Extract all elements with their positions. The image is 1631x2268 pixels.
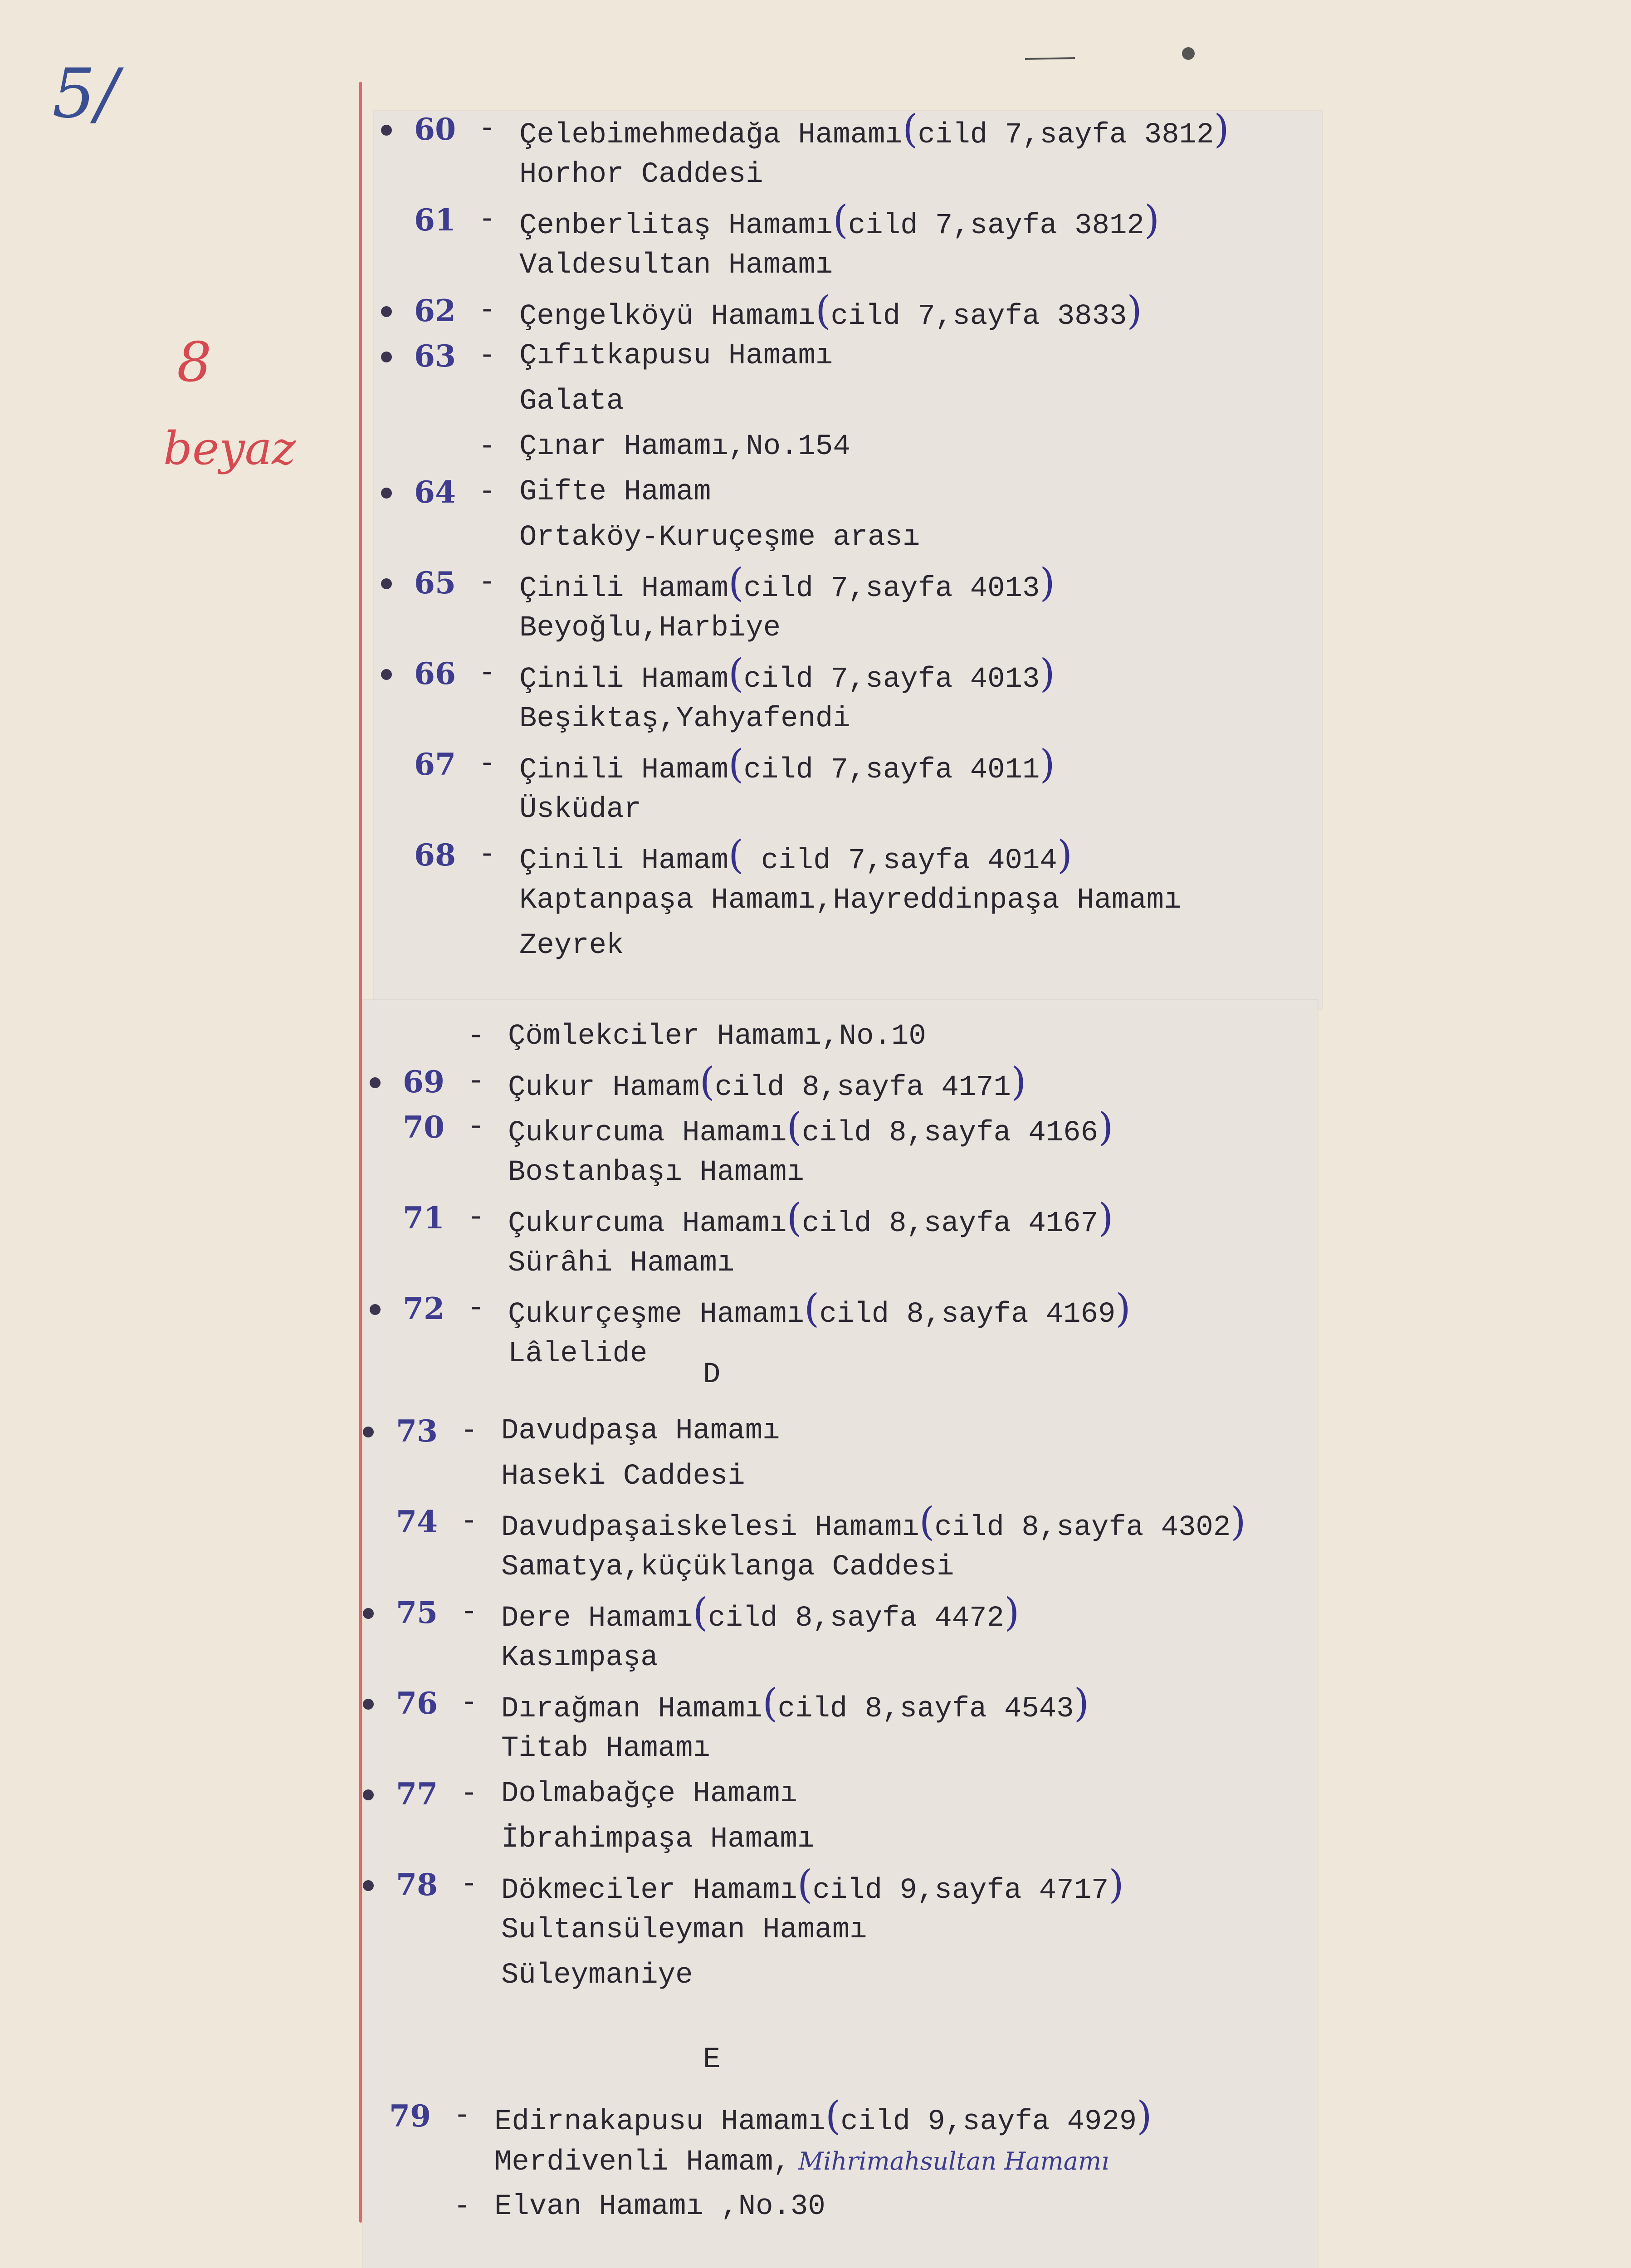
entry-title xyxy=(508,1014,926,1059)
entry-name: Çukurçeşme Hamamı xyxy=(508,1298,804,1331)
entry-alias xyxy=(501,1907,867,1953)
entry-alias xyxy=(519,152,763,197)
entry-subline xyxy=(0,1150,1315,1195)
close-paren: ) xyxy=(1098,1105,1113,1150)
entry-subline xyxy=(0,696,1315,742)
open-paren: ( xyxy=(804,1286,820,1331)
entry-line xyxy=(0,333,1315,379)
close-paren: ) xyxy=(1214,107,1229,152)
entry-dash: - xyxy=(460,1778,478,1810)
entry-name: Edirnakapusu Hamamı xyxy=(494,2106,825,2138)
open-paren: ( xyxy=(919,1499,935,1545)
entry-dash: - xyxy=(460,1505,478,1538)
entry-name: Davudpaşaiskelesi Hamamı xyxy=(501,1511,919,1544)
volume-page-reference: cild 7,sayfa 3812 xyxy=(918,119,1214,152)
entry-line xyxy=(0,1590,1315,1635)
volume-page-reference: cild 7,sayfa 4013 xyxy=(743,572,1040,605)
entry-line xyxy=(0,1195,1315,1241)
entry-name: Çukur Hamam xyxy=(508,1071,700,1104)
entry-title xyxy=(501,1771,797,1817)
entry-dash: - xyxy=(460,1687,478,1720)
entry-line xyxy=(0,107,1315,152)
entry-line xyxy=(0,1499,1315,1545)
entry-name: Gifte Hamam xyxy=(519,476,711,508)
alias-text: Samatya,küçüklanga Caddesi xyxy=(501,1551,954,1584)
entry-name: Çukurcuma Hamamı xyxy=(508,1207,787,1240)
entry-alias xyxy=(519,878,1181,923)
close-paren: ) xyxy=(1040,651,1055,696)
entry-title xyxy=(501,1590,1020,1641)
entry-alias xyxy=(501,1454,745,1499)
close-paren: ) xyxy=(1040,560,1055,606)
entry-title xyxy=(501,1408,780,1454)
close-paren: ) xyxy=(1108,1862,1124,1907)
alias-text: Kaptanpaşa Hamamı,Hayreddinpaşa Hamamı xyxy=(519,884,1182,917)
entry-line xyxy=(0,560,1315,606)
bullet-dot xyxy=(381,352,392,362)
bullet-dot xyxy=(363,1608,374,1619)
entry-number: 64 xyxy=(414,474,456,510)
entry-name: Çıfıtkapusu Hamamı xyxy=(519,340,833,372)
entry-name: Çınar Hamamı,No.154 xyxy=(519,430,850,463)
entry-dash: - xyxy=(460,1596,478,1629)
entry-title xyxy=(508,1195,1113,1246)
alias-text: Kasımpaşa xyxy=(501,1642,658,1674)
entry-line xyxy=(0,1862,1315,1907)
entry-alias xyxy=(519,923,624,968)
entry-subline xyxy=(0,243,1315,288)
volume-page-reference: cild 7,sayfa 4014 xyxy=(743,845,1057,877)
bullet-dot xyxy=(381,669,392,680)
entry-number: 70 xyxy=(403,1110,444,1145)
entry-subline xyxy=(0,1817,1315,1862)
entry-name: Dere Hamamı xyxy=(501,1602,693,1635)
entry-subline xyxy=(0,1907,1315,1953)
close-paren: ) xyxy=(1137,2093,1152,2139)
entry-number: 67 xyxy=(414,747,456,782)
open-paren: ( xyxy=(797,1862,813,1907)
entry-line xyxy=(0,1014,1315,1059)
entry-alias xyxy=(508,1241,734,1286)
entry-line xyxy=(0,1408,1315,1454)
volume-page-reference: cild 7,sayfa 3833 xyxy=(830,300,1127,333)
section-letter: D xyxy=(703,1359,721,1391)
bullet-dot xyxy=(370,1077,381,1088)
entry-alias xyxy=(508,1150,804,1195)
entry-line xyxy=(0,1059,1315,1105)
volume-page-reference: cild 8,sayfa 4167 xyxy=(802,1207,1098,1240)
entry-alias xyxy=(501,1817,815,1862)
entry-dash: - xyxy=(467,1202,485,1234)
entry-title xyxy=(501,1499,1246,1550)
entry-number: 63 xyxy=(414,338,456,374)
volume-page-reference: cild 7,sayfa 3812 xyxy=(848,210,1144,242)
entry-title xyxy=(519,469,711,515)
entry-name: Çengelköyü Hamamı xyxy=(519,300,816,333)
entry-name: Dökmeciler Hamamı xyxy=(501,1874,797,1907)
entry-title xyxy=(501,1681,1089,1732)
volume-page-reference: cild 8,sayfa 4169 xyxy=(819,1298,1116,1331)
entry-name: Çinili Hamam xyxy=(519,572,728,605)
open-paren: ( xyxy=(728,832,744,878)
entry-dash: - xyxy=(479,748,496,781)
entry-number: 76 xyxy=(396,1686,438,1721)
entry-subline xyxy=(0,1331,1315,1377)
entry-dash: - xyxy=(454,2100,471,2132)
entry-line xyxy=(0,288,1315,333)
entry-name: Çinili Hamam xyxy=(519,845,728,877)
open-paren: ( xyxy=(902,107,918,152)
entry-number: 77 xyxy=(396,1776,438,1812)
entry-line xyxy=(0,742,1315,787)
entry-name: Çinili Hamam xyxy=(519,754,728,787)
entry-alias xyxy=(508,1331,647,1377)
ink-scribble-mark xyxy=(1021,36,1211,73)
entry-dash: - xyxy=(479,567,496,599)
open-paren: ( xyxy=(815,288,831,333)
bullet-dot xyxy=(363,1699,374,1710)
close-paren: ) xyxy=(1231,1499,1246,1545)
red-margin-number: 8 xyxy=(177,331,212,394)
volume-page-reference: cild 9,sayfa 4717 xyxy=(812,1874,1109,1907)
alias-text: Valdesultan Hamamı xyxy=(519,249,833,282)
open-paren: ( xyxy=(728,651,744,696)
entry-name: Çömlekciler Hamamı,No.10 xyxy=(508,1020,926,1053)
open-paren: ( xyxy=(699,1059,715,1105)
alias-text: Merdivenli Hamam, xyxy=(494,2146,791,2179)
entry-number: 75 xyxy=(396,1595,438,1630)
entry-title xyxy=(508,1105,1113,1156)
entry-line xyxy=(0,424,1315,469)
entry-subline xyxy=(0,515,1315,560)
entry-line xyxy=(0,651,1315,696)
close-paren: ) xyxy=(1144,197,1160,243)
entry-subline xyxy=(0,379,1315,424)
entry-dash: - xyxy=(467,1066,485,1098)
alias-text: Titab Hamamı xyxy=(501,1732,710,1765)
open-paren: ( xyxy=(825,2093,841,2139)
bullet-dot xyxy=(381,488,392,499)
entry-title xyxy=(508,1286,1131,1337)
entry-title xyxy=(519,651,1055,702)
handwritten-addition: Mihrimahsultan Hamamı xyxy=(790,2147,1109,2175)
entry-dash: - xyxy=(467,1292,485,1325)
entry-subline xyxy=(0,606,1315,651)
alias-text: Horhor Caddesi xyxy=(519,158,763,191)
entry-line xyxy=(0,1286,1315,1331)
alias-text: Ortaköy-Kuruçeşme arası xyxy=(519,521,920,554)
close-paren: ) xyxy=(1127,288,1142,333)
close-paren: ) xyxy=(1004,1590,1020,1635)
entry-line xyxy=(0,1105,1315,1150)
volume-page-reference: cild 8,sayfa 4472 xyxy=(708,1602,1004,1635)
entry-title xyxy=(519,288,1142,339)
alias-text: Haseki Caddesi xyxy=(501,1460,745,1493)
bullet-dot xyxy=(370,1304,381,1315)
volume-page-reference: cild 7,sayfa 4011 xyxy=(743,754,1040,787)
entry-dash: - xyxy=(479,839,496,871)
alias-text: Beyoğlu,Harbiye xyxy=(519,612,781,645)
entry-title xyxy=(519,832,1072,884)
entry-name: Çelebimehmedağa Hamamı xyxy=(519,119,903,152)
entry-subline xyxy=(0,787,1315,832)
entry-subline xyxy=(0,923,1315,968)
entry-name: Çenberlitaş Hamamı xyxy=(519,210,833,242)
entry-subline xyxy=(0,1241,1315,1286)
entry-title xyxy=(494,2093,1152,2145)
volume-page-reference: cild 8,sayfa 4302 xyxy=(934,1511,1231,1544)
entry-subline xyxy=(0,1635,1315,1681)
volume-page-reference: cild 7,sayfa 4013 xyxy=(743,663,1040,696)
alias-text: Zeyrek xyxy=(519,929,624,962)
entry-dash: - xyxy=(479,113,496,146)
entry-name: Dolmabağçe Hamamı xyxy=(501,1778,797,1810)
entry-dash: - xyxy=(454,2190,471,2223)
alias-text: Beşiktaş,Yahyafendi xyxy=(519,703,850,735)
entry-dash: - xyxy=(479,476,496,508)
entry-line xyxy=(0,2093,1315,2139)
entry-dash: - xyxy=(460,1868,478,1901)
bullet-dot xyxy=(381,578,392,589)
entry-number: 72 xyxy=(403,1291,444,1326)
entry-title xyxy=(519,107,1229,158)
entry-subline xyxy=(0,1545,1315,1590)
entry-alias xyxy=(501,1726,710,1771)
entry-name: Çukurcuma Hamamı xyxy=(508,1117,787,1149)
bullet-dot xyxy=(381,125,392,136)
alias-text: Galata xyxy=(519,385,624,418)
entry-alias xyxy=(494,2139,1109,2185)
volume-page-reference: cild 8,sayfa 4166 xyxy=(802,1117,1098,1149)
entry-name: Dırağman Hamamı xyxy=(501,1693,763,1725)
entry-line xyxy=(0,1681,1315,1726)
entry-subline xyxy=(0,1953,1315,1998)
entry-title xyxy=(519,742,1055,793)
open-paren: ( xyxy=(786,1105,802,1150)
entry-dash: - xyxy=(467,1111,485,1144)
entry-title xyxy=(508,1059,1026,1110)
alias-text: Süleymaniye xyxy=(501,1959,693,1992)
entry-dash: - xyxy=(479,657,496,690)
entry-number: 78 xyxy=(396,1867,438,1902)
close-paren: ) xyxy=(1040,742,1055,787)
entry-number: 62 xyxy=(414,293,456,328)
open-paren: ( xyxy=(833,197,848,243)
alias-text: Üsküdar xyxy=(519,793,641,826)
entry-title xyxy=(519,197,1159,249)
entry-line xyxy=(0,469,1315,515)
close-paren: ) xyxy=(1115,1286,1131,1331)
entry-dash: - xyxy=(460,1415,478,1447)
entry-name: Elvan Hamamı ,No.30 xyxy=(494,2190,825,2223)
alias-text: Sürâhi Hamamı xyxy=(508,1247,735,1280)
close-paren: ) xyxy=(1057,832,1073,878)
open-paren: ( xyxy=(728,560,744,606)
entry-number: 69 xyxy=(403,1064,444,1100)
open-paren: ( xyxy=(693,1590,708,1635)
entry-alias xyxy=(501,1635,658,1681)
entry-alias xyxy=(519,696,850,742)
red-margin-word: beyaz xyxy=(163,422,296,475)
entry-number: 79 xyxy=(389,2098,431,2134)
entry-alias xyxy=(519,606,781,651)
entry-line xyxy=(0,197,1315,243)
close-paren: ) xyxy=(1098,1195,1113,1241)
entry-number: 65 xyxy=(414,565,456,601)
entry-title xyxy=(519,560,1055,611)
entry-dash: - xyxy=(467,1020,485,1053)
entry-number: 66 xyxy=(414,656,456,691)
entry-number: 71 xyxy=(403,1200,444,1236)
alias-text: İbrahimpaşa Hamamı xyxy=(501,1823,815,1856)
volume-page-reference: cild 8,sayfa 4171 xyxy=(715,1071,1011,1104)
entry-alias xyxy=(519,787,641,832)
entry-subline xyxy=(0,1454,1315,1499)
page-number-note: 5/ xyxy=(52,54,118,133)
entry-alias xyxy=(501,1545,954,1590)
bullet-dot xyxy=(363,1880,374,1891)
bullet-dot xyxy=(363,1789,374,1800)
entry-title xyxy=(519,424,850,469)
entry-dash: - xyxy=(479,204,496,236)
entry-alias xyxy=(519,515,920,560)
bullet-dot xyxy=(363,1427,374,1437)
alias-text: Lâlelide xyxy=(508,1338,648,1370)
entry-dash: - xyxy=(479,430,496,463)
section-letter: E xyxy=(703,2043,721,2076)
open-paren: ( xyxy=(728,742,744,787)
entry-subline xyxy=(0,2139,1315,2184)
close-paren: ) xyxy=(1074,1681,1089,1726)
entry-alias xyxy=(501,1953,693,1998)
entry-name: Davudpaşa Hamamı xyxy=(501,1415,780,1447)
entry-title xyxy=(494,2184,825,2229)
alias-text: Sultansüleyman Hamamı xyxy=(501,1914,867,1946)
open-paren: ( xyxy=(786,1195,802,1241)
entry-subline xyxy=(0,1726,1315,1771)
close-paren: ) xyxy=(1011,1059,1026,1105)
entry-alias xyxy=(519,379,624,424)
open-paren: ( xyxy=(762,1681,778,1726)
entry-alias xyxy=(519,243,833,288)
entry-line xyxy=(0,832,1315,878)
entry-title xyxy=(501,1862,1124,1913)
volume-page-reference: cild 8,sayfa 4543 xyxy=(777,1693,1074,1725)
entry-dash: - xyxy=(479,340,496,372)
entry-number: 73 xyxy=(396,1413,438,1449)
entry-number: 68 xyxy=(414,837,456,873)
entry-number: 60 xyxy=(414,112,456,147)
entry-subline xyxy=(0,152,1315,197)
entry-number: 61 xyxy=(414,202,456,238)
entry-name: Çinili Hamam xyxy=(519,663,728,696)
entry-line xyxy=(0,1771,1315,1817)
alias-text: Bostanbaşı Hamamı xyxy=(508,1156,804,1189)
entry-title xyxy=(519,333,833,379)
entry-subline xyxy=(0,878,1315,923)
bullet-dot xyxy=(381,306,392,317)
entry-line xyxy=(0,2184,1315,2229)
volume-page-reference: cild 9,sayfa 4929 xyxy=(840,2106,1137,2138)
entry-dash: - xyxy=(479,294,496,327)
entry-number: 74 xyxy=(396,1504,438,1540)
